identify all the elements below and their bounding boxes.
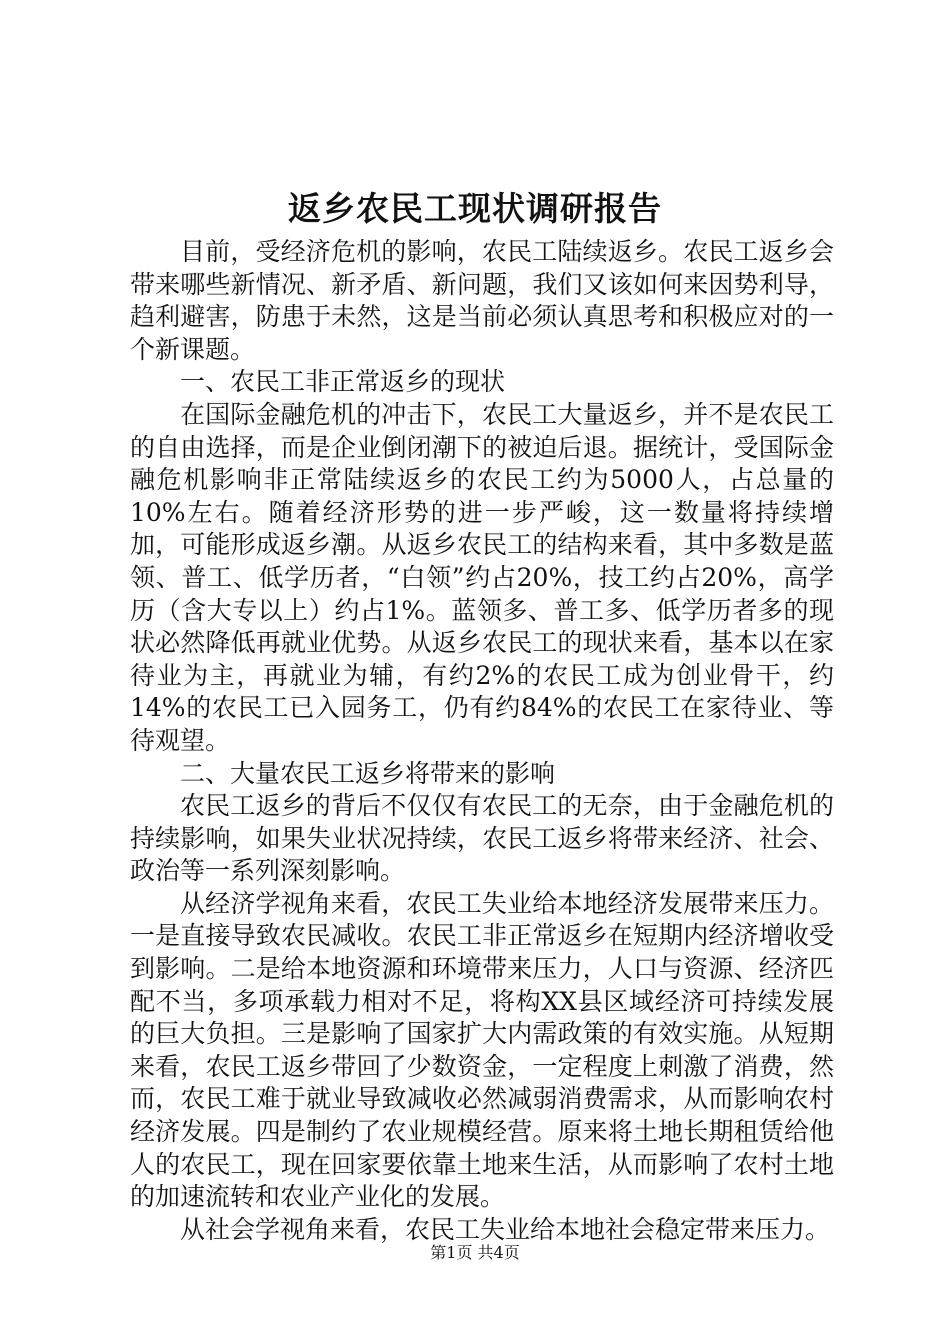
- document-title: 返乡农民工现状调研报告: [288, 189, 662, 228]
- paragraph-impact-intro: 农民工返乡的背后不仅仅有农民工的无奈，由于金融危机的持续影响，如果失业状况持续，农民工返乡将带来经济、社会、政治等一系列深刻影响。: [130, 791, 834, 886]
- page-footer: 第1页 共4页: [430, 1243, 520, 1262]
- paragraph-social: 从社会学视角来看，农民工失业给本地社会稳定带来压力。: [180, 1214, 831, 1244]
- paragraph-status: 在国际金融危机的冲击下，农民工大量返乡，并不是农民工的自由选择，而是企业倒闭潮下的被迫后退。据统计，受国际金融危机影响非正常陆续返乡的农民工约为5000人，占总量的10%左右。随着经济形势的进一步严峻，这一数量将持续增加，可能形成返乡潮。从返乡农民工的结构来看，其中多数是蓝领、普工、低学历者，“白领”约占20%，技工约占20%，高学历（含大专以上）约占1%。蓝领多、普工多、低学历者多的现状必然降低再就业优势。从返乡农民工的现状来看，基本以在家待业为主，再就业为辅，有约2%的农民工成为创业骨干，约14%的农民工已入园务工，仍有约84%的农民工在家待业、等待观望。: [130, 399, 834, 755]
- paragraph-intro: 目前，受经济危机的影响，农民工陆续返乡。农民工返乡会带来哪些新情况、新矛盾、新问题，我们又该如何来因势利导，趋利避害，防患于未然，这是当前必须认真思考和积极应对的一个新课题。: [130, 237, 834, 364]
- section-heading-2: 二、大量农民工返乡将带来的影响: [180, 758, 556, 788]
- document-body: [130, 236, 834, 1246]
- section-heading-1: 一、农民工非正常返乡的现状: [180, 367, 506, 397]
- paragraph-economic: 从经济学视角来看，农民工失业给本地经济发展带来压力。一是直接导致农民减收。农民工非正常返乡在短期内经济增收受到影响。二是给本地资源和环境带来压力，人口与资源、经济匹配不当，多项承载力相对不足，将构XX县区域经济可持续发展的巨大负担。三是影响了国家扩大内需政策的有效实施。从短期来看，农民工返乡带回了少数资金，一定程度上刺激了消费，然而，农民工难于就业导致减收必然减弱消费需求，从而影响农村经济发展。四是制约了农业规模经营。原来将土地长期租赁给他人的农民工，现在回家要依靠土地来生活，从而影响了农村土地的加速流转和农业产业化的发展。: [130, 888, 834, 1212]
